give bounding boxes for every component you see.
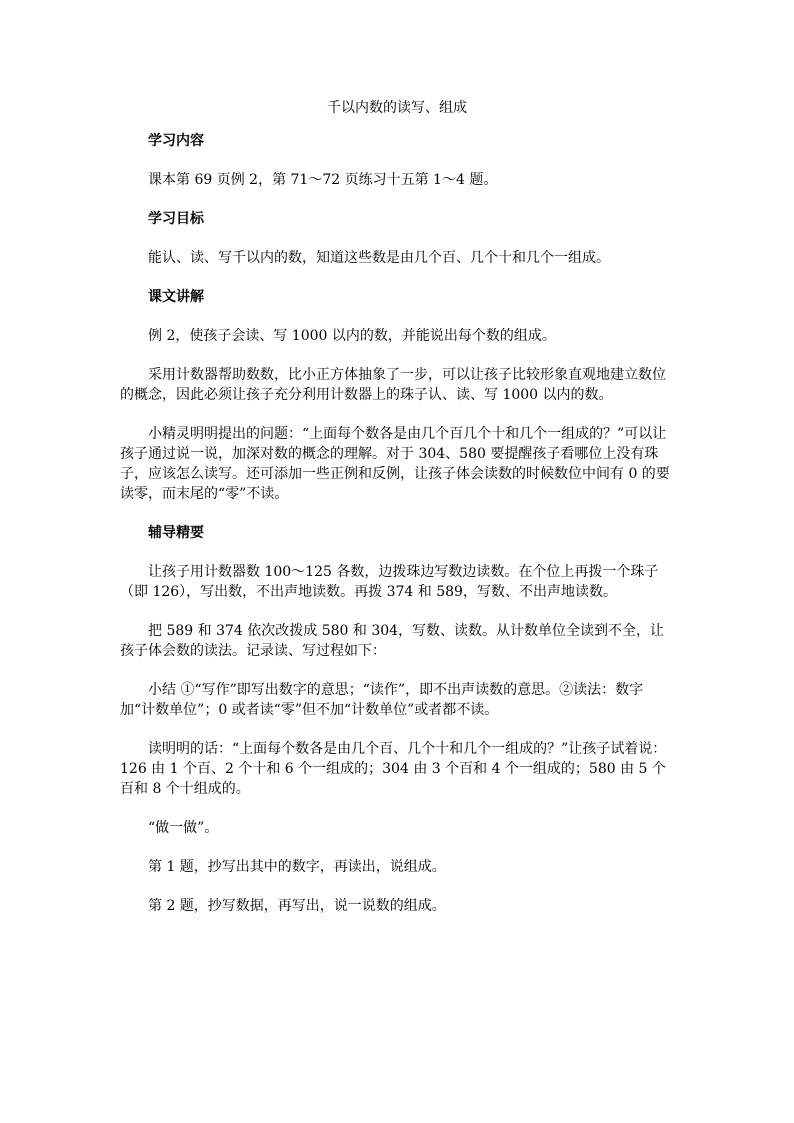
- document-body: [120, 131, 675, 935]
- section-lesson-explanation: [120, 287, 675, 504]
- paragraph: “做一做”。: [148, 820, 219, 836]
- paragraph: 小结 ①“写作”即写出数字的意思；“读作”，即不出声读数的意思。②读法：数字加“计数单位”；0 或者读“零”但不加“计数单位”或者都不读。: [120, 682, 644, 718]
- paragraph: 读明明的话：“上面每个数各是由几个百、几个十和几个一组成的？”让孩子试着说：126 由 1 个百、2 个十和 6 个一组成的；304 由 3 个百和 4 个一组成的；580 由 5 个百和 8 个十组成的。: [120, 741, 667, 797]
- paragraph: 第 2 题，抄写数据，再写出，说一说数的组成。: [148, 898, 446, 914]
- paragraph: 采用计数器帮助数数，比小正方体抽象了一步，可以让孩子比较形象直观地建立数位的概念，因此必须让孩子充分利用计数器上的珠子认、读、写 1000 以内的数。: [120, 367, 666, 403]
- paragraph: 小精灵明明提出的问题：“上面每个数各是由几个百几个十和几个一组成的？”可以让孩子通过说一说，加深对数的概念的理解。对于 304、580 要提醒孩子看哪位上没有珠子，应该怎么读写。还可添加一些正例和反例，让孩子体会读数的时候数位中间有 0 的要读零，而末尾的“零”不读。: [120, 426, 670, 502]
- paragraph: 把 589 和 374 依次改拨成 580 和 304，写数、读数。从计数单位全读到不全，让孩子体会数的读法。记录读、写过程如下：: [120, 623, 665, 659]
- paragraph: 第 1 题，抄写出其中的数字，再读出，说组成。: [148, 859, 446, 875]
- section-heading: 课文讲解: [148, 289, 204, 305]
- section-heading: 辅导精要: [148, 525, 204, 541]
- paragraph: 让孩子用计数器数 100～125 各数，边拨珠边写数边读数。在个位上再拨一个珠子（即 126），写出数，不出声地读数。再拨 374 和 589，写数、不出声地读数。: [120, 564, 659, 600]
- paragraph: 能认、读、写千以内的数，知道这些数是由几个百、几个十和几个一组成。: [148, 250, 610, 266]
- section-learning-content: [120, 131, 675, 190]
- document-title: 千以内数的读写、组成: [327, 100, 467, 116]
- section-heading: 学习内容: [148, 133, 204, 149]
- section-tutoring-essentials: [120, 523, 675, 916]
- paragraph: 课本第 69 页例 2，第 71～72 页练习十五第 1～4 题。: [148, 172, 498, 188]
- section-heading: 学习目标: [148, 211, 204, 227]
- section-learning-goals: [120, 209, 675, 268]
- paragraph: 例 2，使孩子会读、写 1000 以内的数，并能说出每个数的组成。: [148, 328, 556, 344]
